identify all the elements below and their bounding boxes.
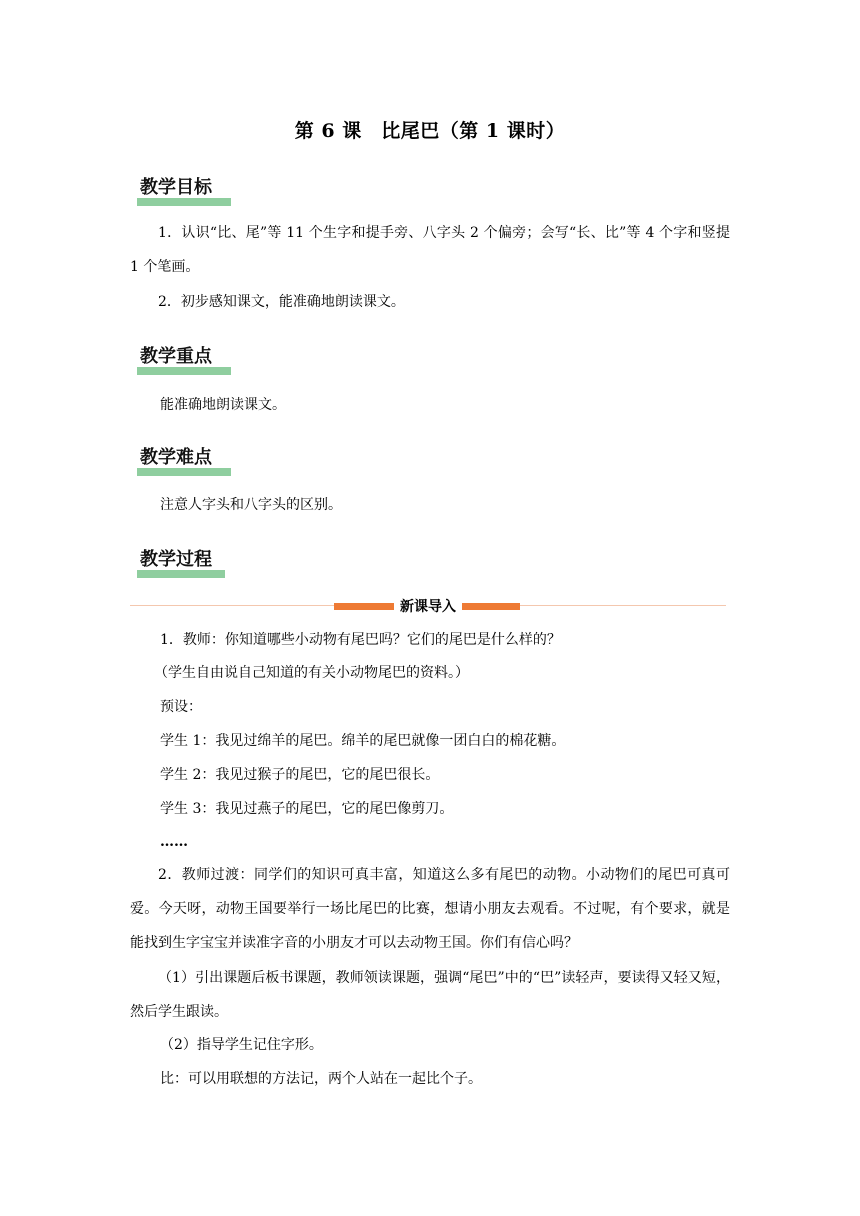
lesson-title: 第 6 课 比尾巴（第 1 课时） (294, 120, 566, 142)
focus-text: 能准确地朗读课文。 (160, 397, 286, 413)
process-line-5: 学生 2：我见过猴子的尾巴，它的尾巴很长。 (160, 767, 440, 783)
process-paragraph-4: （2）指导学生记住字形。 (160, 1037, 323, 1053)
heading-underline (137, 570, 225, 578)
process-paragraph-5: 比：可以用联想的方法记，两个人站在一起比个子。 (160, 1071, 482, 1087)
banner-text: 新课导入 (394, 597, 462, 617)
heading-text: 教学重点 (140, 346, 212, 367)
process-line-2: （学生自由说自己知道的有关小动物尾巴的资料。） (154, 665, 469, 681)
banner-right-bar (462, 603, 520, 610)
process-paragraph-2: 2．教师过渡：同学们的知识可真丰富，知道这么多有尾巴的动物。小动物们的尾巴可真可爱。今天呀，动物王国要举行一场比尾巴的比赛，想请小朋友去观看。不过呢，有个要求，就是能找到生字宝宝并读准字音的小朋友才可以去动物王国。你们有信心吗？ (130, 867, 730, 951)
heading-underline (137, 198, 231, 206)
process-line-6: 学生 3：我见过燕子的尾巴，它的尾巴像剪刀。 (160, 801, 454, 817)
section-heading-process (140, 548, 212, 578)
process-paragraph-3: （1）引出课题后板书课题，教师领读课题，强调“尾巴”中的“巴”读轻声，要读得又轻又短，然后学生跟读。 (130, 970, 730, 1020)
process-line-4: 学生 1：我见过绵羊的尾巴。绵羊的尾巴就像一团白白的棉花糖。 (160, 733, 566, 749)
process-line-ellipsis: …… (160, 834, 188, 850)
section-heading-focus (140, 345, 212, 375)
heading-text: 教学过程 (140, 549, 212, 570)
difficulty-text: 注意人字头和八字头的区别。 (160, 497, 342, 513)
heading-text: 教学目标 (140, 177, 212, 198)
section-heading-difficulty (140, 446, 212, 476)
process-line-3: 预设： (160, 699, 202, 715)
process-line-1: 1．教师：你知道哪些小动物有尾巴吗？它们的尾巴是什么样的？ (160, 632, 561, 648)
goal-item-2: 2．初步感知课文，能准确地朗读课文。 (158, 294, 405, 310)
heading-underline (137, 367, 231, 375)
heading-underline (137, 468, 231, 476)
banner-left-bar (334, 603, 394, 610)
goal-item-1: 1．认识“比、尾”等 11 个生字和提手旁、八字头 2 个偏旁；会写“长、比”等 4 个字和竖提 1 个笔画。 (130, 225, 730, 275)
heading-text: 教学难点 (140, 447, 212, 468)
section-heading-goals (140, 176, 212, 206)
